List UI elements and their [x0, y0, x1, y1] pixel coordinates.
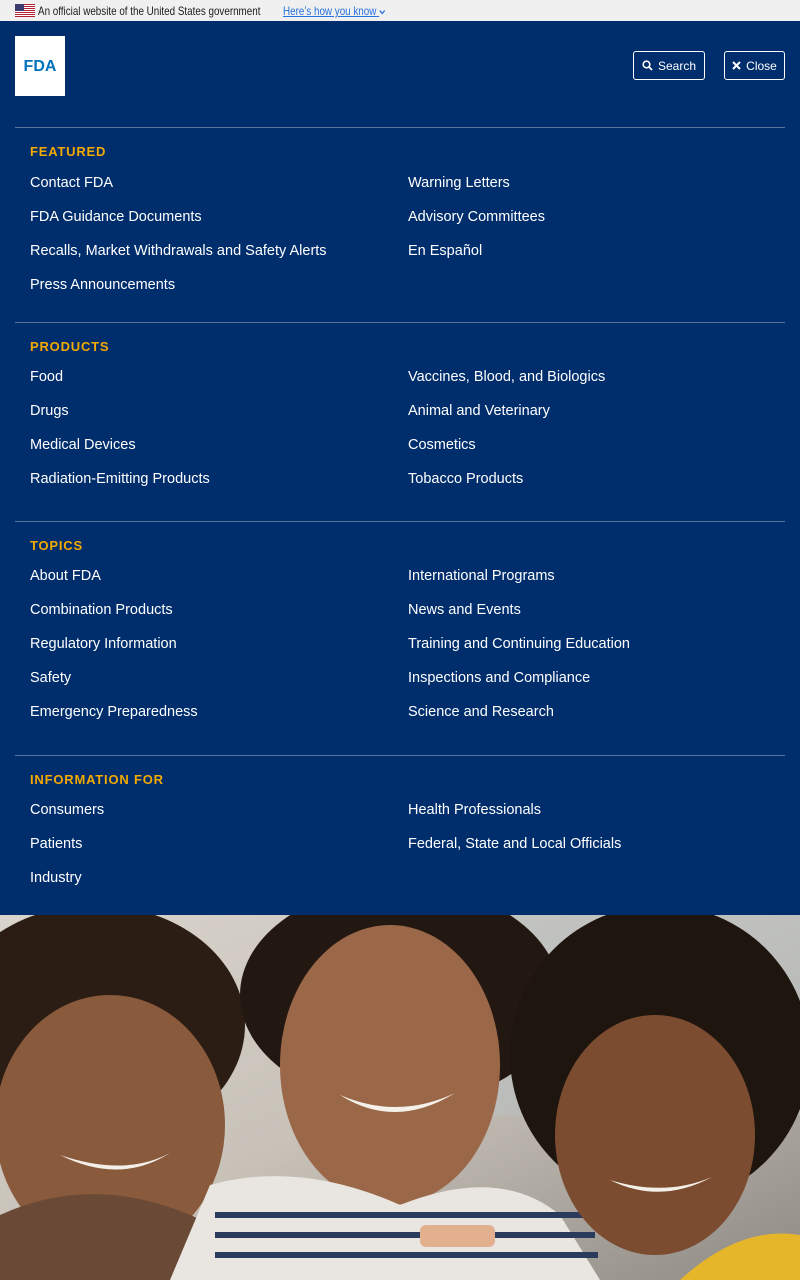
search-button-label: Search	[657, 58, 697, 73]
us-flag-icon	[15, 4, 35, 17]
products-section	[15, 322, 785, 522]
information-for-heading: INFORMATION FOR	[30, 772, 164, 787]
link-medical-devices[interactable]: Medical Devices	[30, 437, 136, 453]
link-health-professionals[interactable]: Health Professionals	[408, 802, 541, 818]
link-about-fda[interactable]: About FDA	[30, 568, 101, 584]
search-button[interactable]	[633, 51, 705, 80]
link-training-continuing-education[interactable]: Training and Continuing Education	[408, 636, 630, 652]
link-consumers[interactable]: Consumers	[30, 802, 105, 818]
link-advisory-committees[interactable]: Advisory Committees	[408, 209, 545, 225]
information-for-section	[15, 755, 785, 916]
close-button[interactable]	[724, 51, 785, 80]
close-icon	[732, 61, 741, 70]
link-press-announcements[interactable]: Press Announcements	[30, 277, 176, 293]
link-news-and-events[interactable]: News and Events	[408, 602, 521, 618]
link-animal-veterinary[interactable]: Animal and Veterinary	[408, 403, 550, 419]
fda-logo-icon	[19, 56, 61, 76]
heres-how-you-know-link[interactable]: Here’s how you know	[283, 4, 386, 18]
official-website-text: An official website of the United States government	[38, 4, 261, 18]
link-fda-guidance-documents[interactable]: FDA Guidance Documents	[30, 209, 202, 225]
topics-section	[15, 521, 785, 756]
link-inspections-compliance[interactable]: Inspections and Compliance	[408, 670, 591, 686]
link-contact-fda[interactable]: Contact FDA	[30, 175, 113, 191]
link-regulatory-information[interactable]: Regulatory Information	[30, 636, 177, 652]
link-food[interactable]: Food	[30, 369, 64, 385]
featured-section	[15, 127, 785, 323]
link-warning-letters[interactable]: Warning Letters	[408, 175, 510, 191]
link-safety[interactable]: Safety	[30, 670, 72, 686]
link-federal-state-local-officials[interactable]: Federal, State and Local Officials	[408, 836, 622, 852]
topics-heading: TOPICS	[30, 538, 83, 553]
featured-heading: FEATURED	[30, 144, 107, 159]
hero-photo	[0, 915, 800, 1280]
products-heading: PRODUCTS	[30, 339, 110, 354]
link-vaccines-blood-biologics[interactable]: Vaccines, Blood, and Biologics	[408, 369, 606, 385]
link-international-programs[interactable]: International Programs	[408, 568, 555, 584]
link-emergency-preparedness[interactable]: Emergency Preparedness	[30, 704, 198, 720]
link-radiation-emitting-products[interactable]: Radiation-Emitting Products	[30, 471, 210, 487]
search-icon	[642, 60, 653, 71]
fda-logo[interactable]	[15, 36, 65, 96]
link-drugs[interactable]: Drugs	[30, 403, 69, 419]
link-cosmetics[interactable]: Cosmetics	[408, 437, 476, 453]
gov-banner	[0, 0, 800, 21]
fda-logo-text: FDA	[23, 58, 57, 75]
link-industry[interactable]: Industry	[30, 870, 82, 886]
link-recalls-market-withdrawals[interactable]: Recalls, Market Withdrawals and Safety Alerts	[30, 243, 327, 259]
link-science-research[interactable]: Science and Research	[408, 704, 554, 720]
close-button-label: Close	[746, 58, 777, 73]
link-tobacco-products[interactable]: Tobacco Products	[408, 471, 524, 487]
link-combination-products[interactable]: Combination Products	[30, 602, 173, 618]
link-en-espanol[interactable]: En Español	[408, 243, 483, 259]
link-patients[interactable]: Patients	[30, 836, 83, 852]
chevron-down-icon	[379, 9, 386, 15]
hero-photo-illustration	[0, 915, 800, 1280]
